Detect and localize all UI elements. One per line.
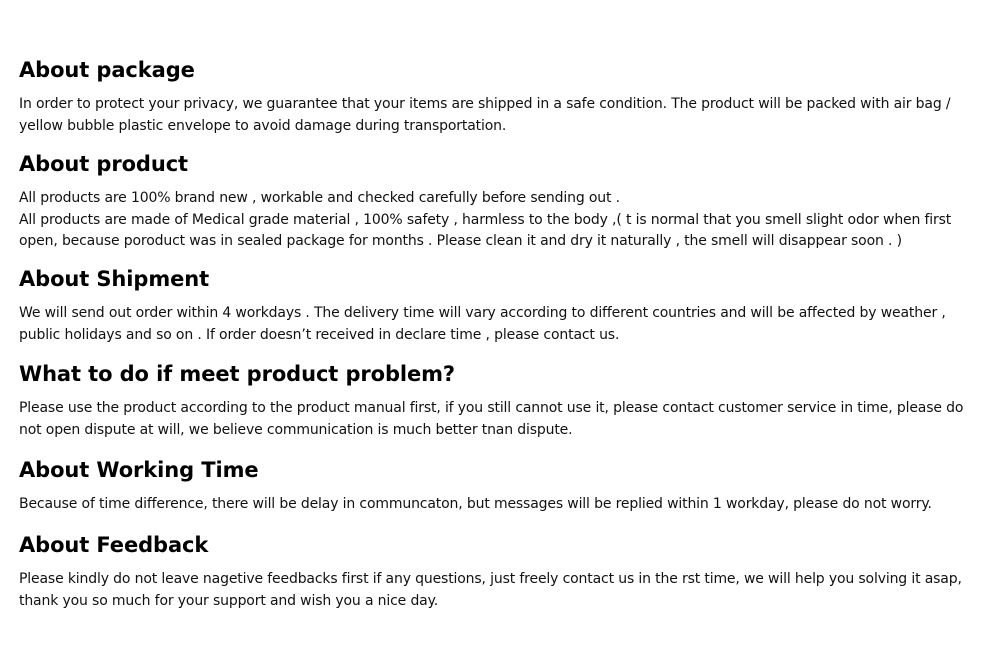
section-about-shipment: [19, 266, 981, 346]
section-heading: About Working Time: [19, 458, 259, 482]
section-paragraph: Please kindly do not leave nagetive feedbacks first if any questions, just freely contact us in the rst time, we will help you solving it asap, thank you so much for your support and wish you a nice day.: [19, 571, 962, 609]
section-paragraph: Please use the product according to the product manual first, if you still cannot use it, please contact customer service in time, please do not open dispute at will, we believe communication is much better tnan dispute.: [19, 400, 964, 438]
section-about-product: [19, 151, 981, 253]
section-heading: What to do if meet product problem?: [19, 362, 455, 386]
section-paragraph: Because of time difference, there will be delay in communcaton, but messages will be replied within 1 workday, please do not worry.: [19, 496, 932, 512]
section-paragraph: In order to protect your privacy, we guarantee that your items are shipped in a safe condition. The product will be packed with air bag / yellow bubble plastic envelope to avoid damage during transportation.: [19, 96, 951, 134]
section-product-problem: [19, 361, 981, 441]
section-paragraph: All products are 100% brand new , workable and checked carefully before sending out .: [19, 190, 620, 206]
section-paragraph: All products are made of Medical grade material , 100% safety , harmless to the body ,( t is normal that you smell slight odor when first open, because poroduct was in sealed package for months . Please clean it and dry it naturally , the smell will disappear soon . ): [19, 211, 952, 249]
section-heading: About Feedback: [19, 533, 209, 557]
section-about-working-time: [19, 457, 981, 516]
section-about-package: [19, 57, 981, 137]
section-about-feedback: [19, 532, 981, 612]
section-paragraph: We will send out order within 4 workdays . The delivery time will vary according to different countries and will be affected by weather , public holidays and so on . If order doesn’t received in declare time , please contact us.: [19, 305, 946, 343]
section-heading: About Shipment: [19, 267, 210, 291]
section-heading: About package: [19, 58, 195, 82]
section-heading: About product: [19, 152, 188, 176]
